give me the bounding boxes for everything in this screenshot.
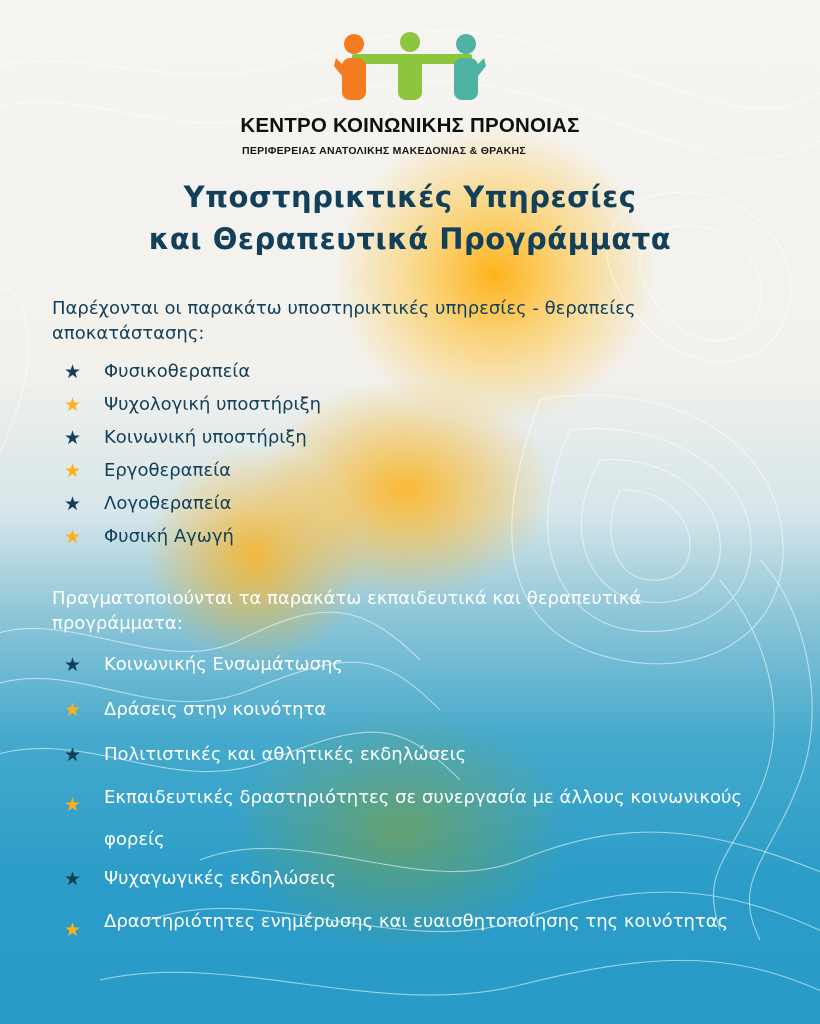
- list-item-label: Λογοθεραπεία: [104, 493, 232, 514]
- organization-subtitle: ΠΕΡΙΦΕΡΕΙΑΣ ΑΝΑΤΟΛΙΚΗΣ ΜΑΚΕΔΟΝΙΑΣ & ΘΡΑΚΗΣ: [242, 145, 526, 157]
- services-list: [60, 358, 321, 556]
- list-item-label: Εργοθεραπεία: [104, 460, 232, 481]
- list-item: [60, 490, 321, 523]
- page-title-line-2: και Θεραπευτικά Προγράμματα: [148, 222, 672, 256]
- list-item-label: Δράσεις στην κοινότητα: [104, 699, 327, 720]
- list-item-label: Δραστηριότητες ενημέρωσης και ευαισθητοποίησης της κοινότητας: [104, 911, 729, 932]
- programs-intro: Πραγματοποιούνται τα παρακάτω εκπαιδευτικά και θεραπευτικά προγράμματα:: [52, 588, 642, 634]
- list-item-label: Κοινωνική υποστήριξη: [104, 427, 307, 448]
- star-icon-navy: ★: [64, 361, 82, 383]
- list-item-label: Ψυχαγωγικές εκδηλώσεις: [104, 868, 337, 889]
- list-item-label: Φυσική Αγωγή: [104, 526, 234, 547]
- list-item: [60, 424, 321, 457]
- star-icon-gold: ★: [64, 526, 82, 548]
- star-icon-navy: ★: [64, 868, 82, 890]
- organization-logo: [334, 30, 486, 102]
- star-icon-navy: ★: [64, 654, 82, 676]
- list-item: [60, 358, 321, 391]
- programs-list: [60, 651, 784, 944]
- star-icon-gold: ★: [64, 919, 82, 941]
- list-item-label: Εκπαιδευτικές δραστηριότητες σε συνεργασία με άλλους κοινωνικούς φορείς: [104, 787, 742, 850]
- star-icon-gold: ★: [64, 794, 82, 816]
- list-item: [60, 696, 784, 741]
- list-item: [60, 523, 321, 556]
- page-title-line-1: Υποστηρικτικές Υπηρεσίες: [183, 180, 637, 214]
- list-item-label: Κοινωνικής Ενσωμάτωσης: [104, 654, 344, 675]
- star-icon-navy: ★: [64, 744, 82, 766]
- list-item: [60, 457, 321, 490]
- list-item-label: Φυσικοθεραπεία: [104, 361, 251, 382]
- list-item: [60, 777, 784, 864]
- list-item-label: Πολιτιστικές και αθλητικές εκδηλώσεις: [104, 744, 467, 765]
- services-intro: Παρέχονται οι παρακάτω υποστηρικτικές υπηρεσίες - θεραπείες αποκατάστασης:: [52, 298, 636, 344]
- star-icon-navy: ★: [64, 493, 82, 515]
- star-icon-gold: ★: [64, 394, 82, 416]
- star-icon-navy: ★: [64, 427, 82, 449]
- star-icon-gold: ★: [64, 699, 82, 721]
- list-item-label: Ψυχολογική υποστήριξη: [104, 394, 322, 415]
- page-title: [0, 176, 820, 260]
- list-item: [60, 900, 784, 944]
- organization-name: ΚΕΝΤΡΟ ΚΟΙΝΩΝΙΚΗΣ ΠΡΟΝΟΙΑΣ: [240, 114, 580, 137]
- list-item: [60, 391, 321, 424]
- star-icon-gold: ★: [64, 460, 82, 482]
- list-item: [60, 651, 784, 696]
